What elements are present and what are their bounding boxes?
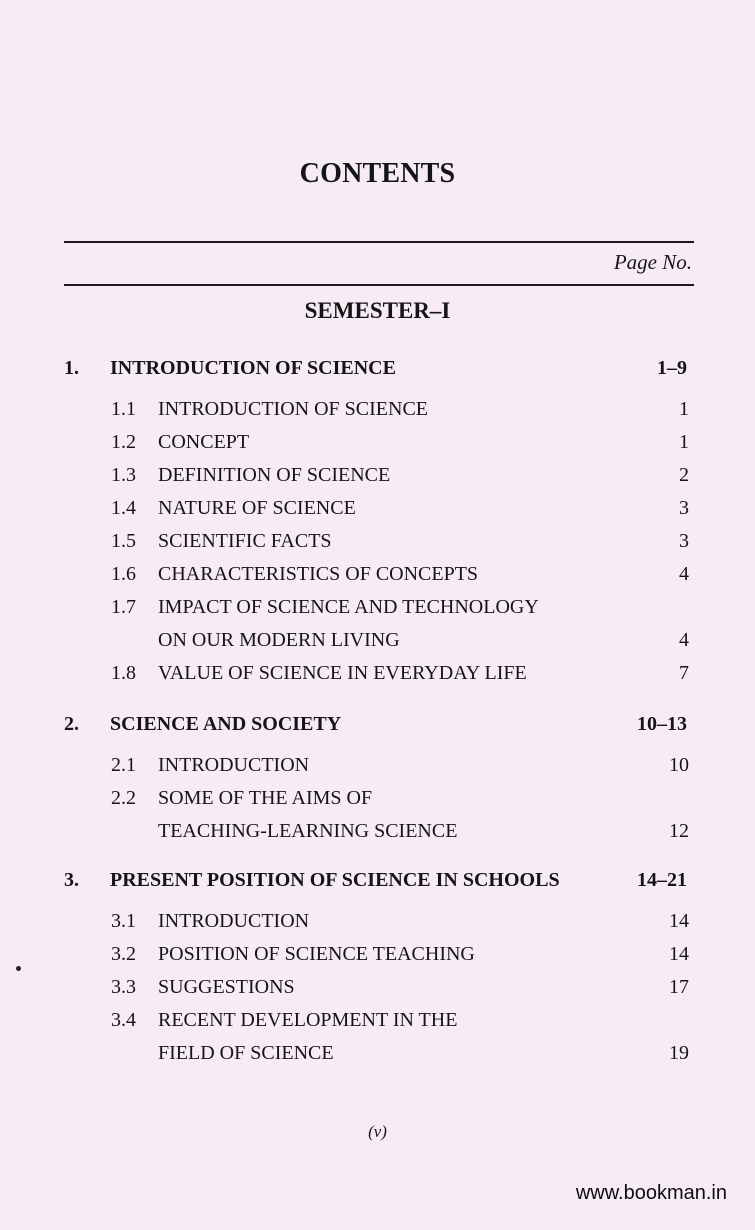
chapter-number: 1. <box>64 357 79 379</box>
chapter-row <box>0 869 755 899</box>
section-number: 2.2 <box>111 787 136 809</box>
section-row <box>0 787 755 817</box>
section-title: ON OUR MODERN LIVING <box>158 629 400 651</box>
section-title: INTRODUCTION <box>158 754 310 776</box>
page-number: (v) <box>368 1122 387 1141</box>
chapter-pages: 1–9 <box>657 357 687 379</box>
section-title: NATURE OF SCIENCE <box>158 497 356 519</box>
chapter-title: PRESENT POSITION OF SCIENCE IN SCHOOLS <box>110 869 560 891</box>
section-title: FIELD OF SCIENCE <box>158 1042 334 1064</box>
section-title: RECENT DEVELOPMENT IN THE <box>158 1009 458 1031</box>
section-title: VALUE OF SCIENCE IN EVERYDAY LIFE <box>158 662 527 684</box>
section-page: 17 <box>669 976 689 998</box>
section-page: 7 <box>679 662 689 684</box>
section-title: IMPACT OF SCIENCE AND TECHNOLOGY <box>158 596 539 618</box>
section-row <box>0 497 755 527</box>
chapter-title: INTRODUCTION OF SCIENCE <box>110 357 396 379</box>
section-title: DEFINITION OF SCIENCE <box>158 464 391 486</box>
section-page: 10 <box>669 754 689 776</box>
section-page: 1 <box>679 398 689 420</box>
chapter-number: 3. <box>64 869 79 891</box>
section-title: CONCEPT <box>158 431 250 453</box>
chapter-pages: 10–13 <box>637 713 687 735</box>
page-title: CONTENTS <box>299 158 456 189</box>
section-number: 3.3 <box>111 976 136 998</box>
section-row <box>0 754 755 784</box>
semester-heading: SEMESTER–I <box>304 298 451 323</box>
watermark: www.bookman.in <box>575 1182 727 1204</box>
section-page: 4 <box>679 629 689 651</box>
section-row <box>0 596 755 626</box>
section-row <box>0 1009 755 1039</box>
section-row <box>0 910 755 940</box>
section-row <box>0 976 755 1006</box>
page-no-heading: Page No. <box>613 250 692 274</box>
section-row <box>0 1042 755 1072</box>
section-title: TEACHING-LEARNING SCIENCE <box>158 820 458 842</box>
section-page: 2 <box>679 464 689 486</box>
section-row <box>0 943 755 973</box>
section-number: 1.4 <box>111 497 136 519</box>
section-number: 3.4 <box>111 1009 136 1031</box>
section-title: INTRODUCTION <box>158 910 310 932</box>
section-row <box>0 398 755 428</box>
section-page: 19 <box>669 1042 689 1064</box>
chapter-pages: 14–21 <box>637 869 687 891</box>
section-row <box>0 820 755 850</box>
section-number: 1.3 <box>111 464 136 486</box>
section-number: 1.6 <box>111 563 136 585</box>
section-row <box>0 431 755 461</box>
chapter-number: 2. <box>64 713 79 735</box>
section-title: SOME OF THE AIMS OF <box>158 787 373 809</box>
section-number: 1.1 <box>111 398 136 420</box>
section-page: 4 <box>679 563 689 585</box>
section-title: SUGGESTIONS <box>158 976 295 998</box>
section-row <box>0 563 755 593</box>
section-page: 14 <box>669 943 689 965</box>
section-number: 1.2 <box>111 431 136 453</box>
section-page: 1 <box>679 431 689 453</box>
section-title: SCIENTIFIC FACTS <box>158 530 332 552</box>
section-row <box>0 662 755 692</box>
section-page: 12 <box>669 820 689 842</box>
section-title: POSITION OF SCIENCE TEACHING <box>158 943 475 965</box>
section-number: 1.5 <box>111 530 136 552</box>
section-page: 3 <box>679 530 689 552</box>
section-title: INTRODUCTION OF SCIENCE <box>158 398 428 420</box>
section-number: 3.1 <box>111 910 136 932</box>
section-number: 3.2 <box>111 943 136 965</box>
header-rule <box>64 284 694 286</box>
chapter-row <box>0 357 755 387</box>
section-number: 2.1 <box>111 754 136 776</box>
section-row <box>0 530 755 560</box>
section-page: 14 <box>669 910 689 932</box>
section-number: 1.8 <box>111 662 136 684</box>
scan-speck <box>16 966 21 971</box>
section-number: 1.7 <box>111 596 136 618</box>
section-page: 3 <box>679 497 689 519</box>
section-row <box>0 629 755 659</box>
section-row <box>0 464 755 494</box>
top-rule <box>64 241 694 243</box>
section-title: CHARACTERISTICS OF CONCEPTS <box>158 563 479 585</box>
chapter-row <box>0 713 755 743</box>
chapter-title: SCIENCE AND SOCIETY <box>110 713 342 735</box>
